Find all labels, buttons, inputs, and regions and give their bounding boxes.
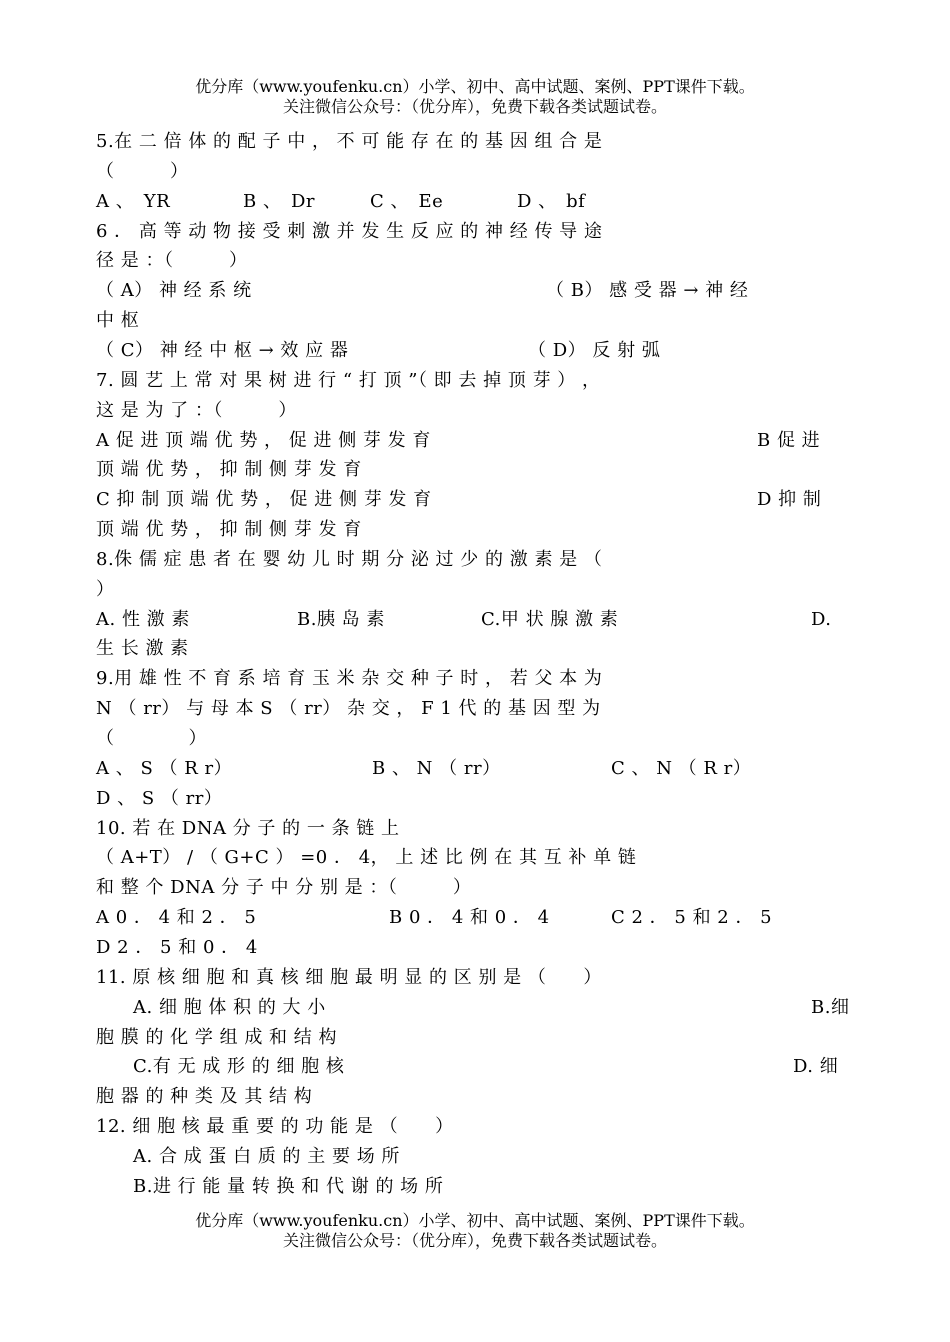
text-line: B 0 ． 4 和 0 ． 4 — [389, 907, 550, 928]
page-footer — [0, 1211, 950, 1251]
text-line: C 抑 制 顶 端 优 势 ， 促 进 侧 芽 发 育 — [96, 489, 432, 510]
text-line: （ ） — [96, 161, 189, 182]
text-line: 5.在 二 倍 体 的 配 子 中 ， 不 可 能 存 在 的 基 因 组 合 是 — [96, 131, 603, 152]
text-line: A. 合 成 蛋 白 质 的 主 要 场 所 — [133, 1146, 400, 1167]
text-line: A 、 YR — [96, 191, 171, 212]
text-line: 和 整 个 DNA 分 子 中 分 别 是 ：（ ） — [96, 877, 472, 898]
text-line: （ C） 神 经 中 枢 → 效 应 器 — [96, 340, 349, 361]
text-line: D 2 ． 5 和 0 ． 4 — [96, 937, 258, 958]
text-line: B 促 进 — [757, 430, 821, 451]
text-line: 径 是 ：（ ） — [96, 250, 248, 271]
text-line: 9.用 雄 性 不 育 系 培 育 玉 米 杂 交 种 子 时 ， 若 父 本 为 — [96, 668, 603, 689]
text-line: D 、 bf — [517, 191, 586, 212]
text-line: 生 长 激 素 — [96, 638, 189, 659]
footer-line-1: 优分库（www.youfenku.cn）小学、初中、高中试题、案例、PPT课件下载。 — [195, 1211, 755, 1230]
text-line: 胞 膜 的 化 学 组 成 和 结 构 — [96, 1027, 337, 1048]
text-line: （ B） 感 受 器 → 神 经 — [546, 280, 749, 301]
text-line: 12. 细 胞 核 最 重 要 的 功 能 是 （ ） — [96, 1116, 454, 1137]
text-line: C 2 ． 5 和 2 ． 5 — [611, 907, 773, 928]
text-line: ） — [96, 579, 115, 600]
footer-line-2: 关注微信公众号：（优分库），免费下载各类试题试卷。 — [282, 1231, 667, 1250]
text-line: B 、 N （ rr） — [372, 758, 501, 779]
text-line: 8.侏 儒 症 患 者 在 婴 幼 儿 时 期 分 泌 过 少 的 激 素 是 （ — [96, 549, 603, 570]
text-line: 7. 圆 艺 上 常 对 果 树 进 行 “ 打 顶 ”（ 即 去 掉 顶 芽 ） ， — [96, 370, 601, 391]
text-line: B.胰 岛 素 — [297, 609, 385, 630]
text-line: （ A） 神 经 系 统 — [96, 280, 252, 301]
header-line-2: 关注微信公众号：（优分库），免费下载各类试题试卷。 — [282, 97, 667, 116]
text-line: B 、 Dr — [243, 191, 315, 212]
text-line: A. 性 激 素 — [96, 609, 190, 630]
text-line: 顶 端 优 势 ， 抑 制 侧 芽 发 育 — [96, 519, 362, 540]
text-line: C 、 Ee — [370, 191, 444, 212]
text-line: A 促 进 顶 端 优 势 ， 促 进 侧 芽 发 育 — [96, 430, 431, 451]
text-line: 中 枢 — [96, 310, 140, 331]
text-line: D 、 S （ rr） — [96, 788, 223, 809]
text-line: 胞 器 的 种 类 及 其 结 构 — [96, 1086, 313, 1107]
text-line: B.进 行 能 量 转 换 和 代 谢 的 场 所 — [133, 1176, 444, 1197]
text-line: （ ） — [96, 728, 207, 749]
text-line: D. 细 — [793, 1056, 839, 1077]
text-line: C 、 N （ R r） — [611, 758, 752, 779]
text-line: 顶 端 优 势 ， 抑 制 侧 芽 发 育 — [96, 459, 362, 480]
header-line-1: 优分库（www.youfenku.cn）小学、初中、高中试题、案例、PPT课件下载。 — [195, 77, 755, 96]
text-line: （ A+T） / （ G+C ） =0 ． 4， 上 述 比 例 在 其 互 补 单 链 — [96, 847, 637, 868]
text-line: 6 ． 高 等 动 物 接 受 刺 激 并 发 生 反 应 的 神 经 传 导 途 — [96, 221, 603, 242]
page-header — [0, 77, 950, 117]
text-line: D. — [811, 609, 832, 630]
text-line: N （ rr） 与 母 本 S （ rr） 杂 交 ， F 1 代 的 基 因 型 为 — [96, 698, 601, 719]
text-line: A 、 S （ R r） — [96, 758, 233, 779]
text-line: （ D） 反 射 弧 — [528, 340, 661, 361]
text-line: 10. 若 在 DNA 分 子 的 一 条 链 上 — [96, 818, 400, 839]
text-line: C.有 无 成 形 的 细 胞 核 — [133, 1056, 345, 1077]
text-line: D 抑 制 — [757, 489, 822, 510]
text-line: C.甲 状 腺 激 素 — [481, 609, 619, 630]
text-line: 11. 原 核 细 胞 和 真 核 细 胞 最 明 显 的 区 别 是 （ ） — [96, 967, 602, 988]
text-line: A. 细 胞 体 积 的 大 小 — [133, 997, 326, 1018]
text-line: A 0 ． 4 和 2 ． 5 — [96, 907, 257, 928]
text-line: B.细 — [811, 997, 850, 1018]
text-line: 这 是 为 了 ：（ ） — [96, 400, 297, 421]
